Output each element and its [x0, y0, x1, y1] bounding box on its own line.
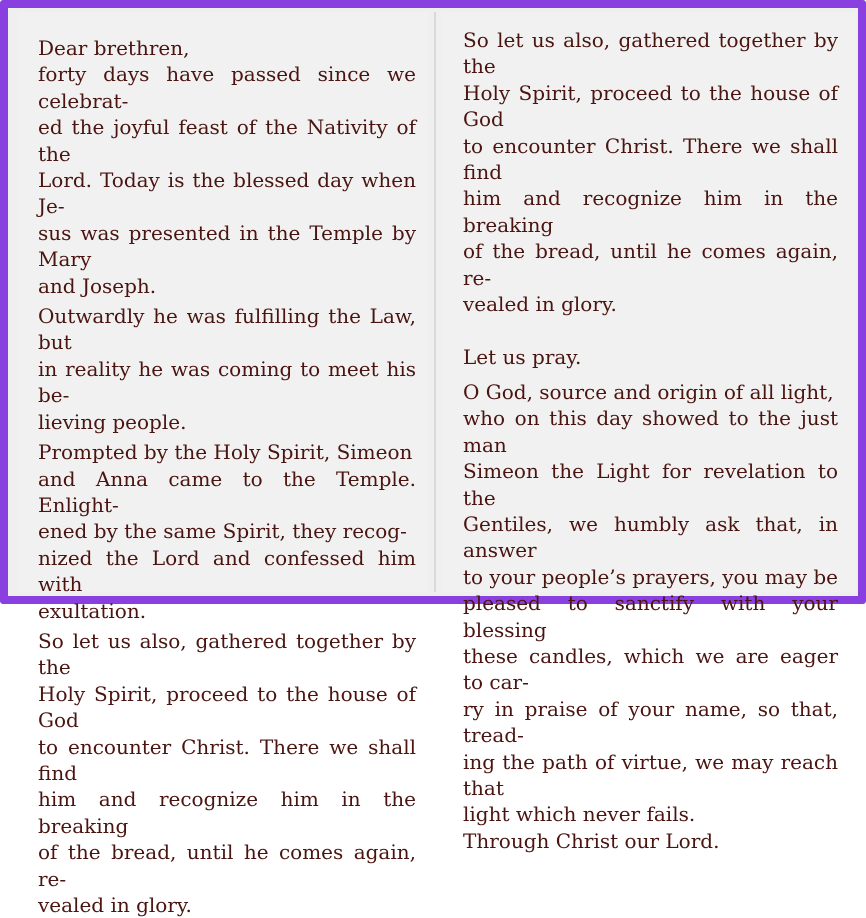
paragraph-simeon-anna: Prompted by the Holy Spirit, Simeon and Anna came to the Temple. Enlight- ened by the same Spirit, they recog- nized the Lord and confessed him with exultation. [38, 440, 416, 623]
paragraph-nativity: forty days have passed since we celebrat- ed the joyful feast of the Nativity of the Lord. Today is the blessed day when Je- sus was presented in the Temple by Mary and Joseph. [38, 62, 416, 298]
paragraph-procession-repeat: So let us also, gathered together by the Holy Spirit, proceed to the house of God to encounter Christ. There we shall find him and recognize him in the breaking of the bread, until he comes again, re- vealed in glory. [463, 28, 838, 317]
paragraph-procession: So let us also, gathered together by the Holy Spirit, proceed to the house of God to encounter Christ. There we shall find him and recognize him in the breaking of the bread, until he comes again, re- vealed in glory. [38, 628, 416, 917]
prayer-invitation: Let us pray. [463, 345, 582, 370]
prayer-text: O God, source and origin of all light, who on this day showed to the just man Simeon the Light for revelation to the Gentiles, we humbly ask that, in answer to your people’s prayers, you may be pleased to sanctify with your blessing these candles, which we are eager to car- ry in praise of your name, so that, tread- ing the path of virtue, we may reach that light which never fails. [463, 379, 838, 827]
column-divider [434, 12, 436, 592]
prayer-conclusion: Through Christ our Lord. [463, 828, 720, 853]
left-column [18, 12, 428, 917]
salutation: Dear brethren, [38, 36, 190, 60]
right-column [441, 12, 856, 853]
paragraph-law: Outwardly he was fulfilling the Law, but in reality he was coming to meet his be- lieving people. [38, 304, 416, 434]
